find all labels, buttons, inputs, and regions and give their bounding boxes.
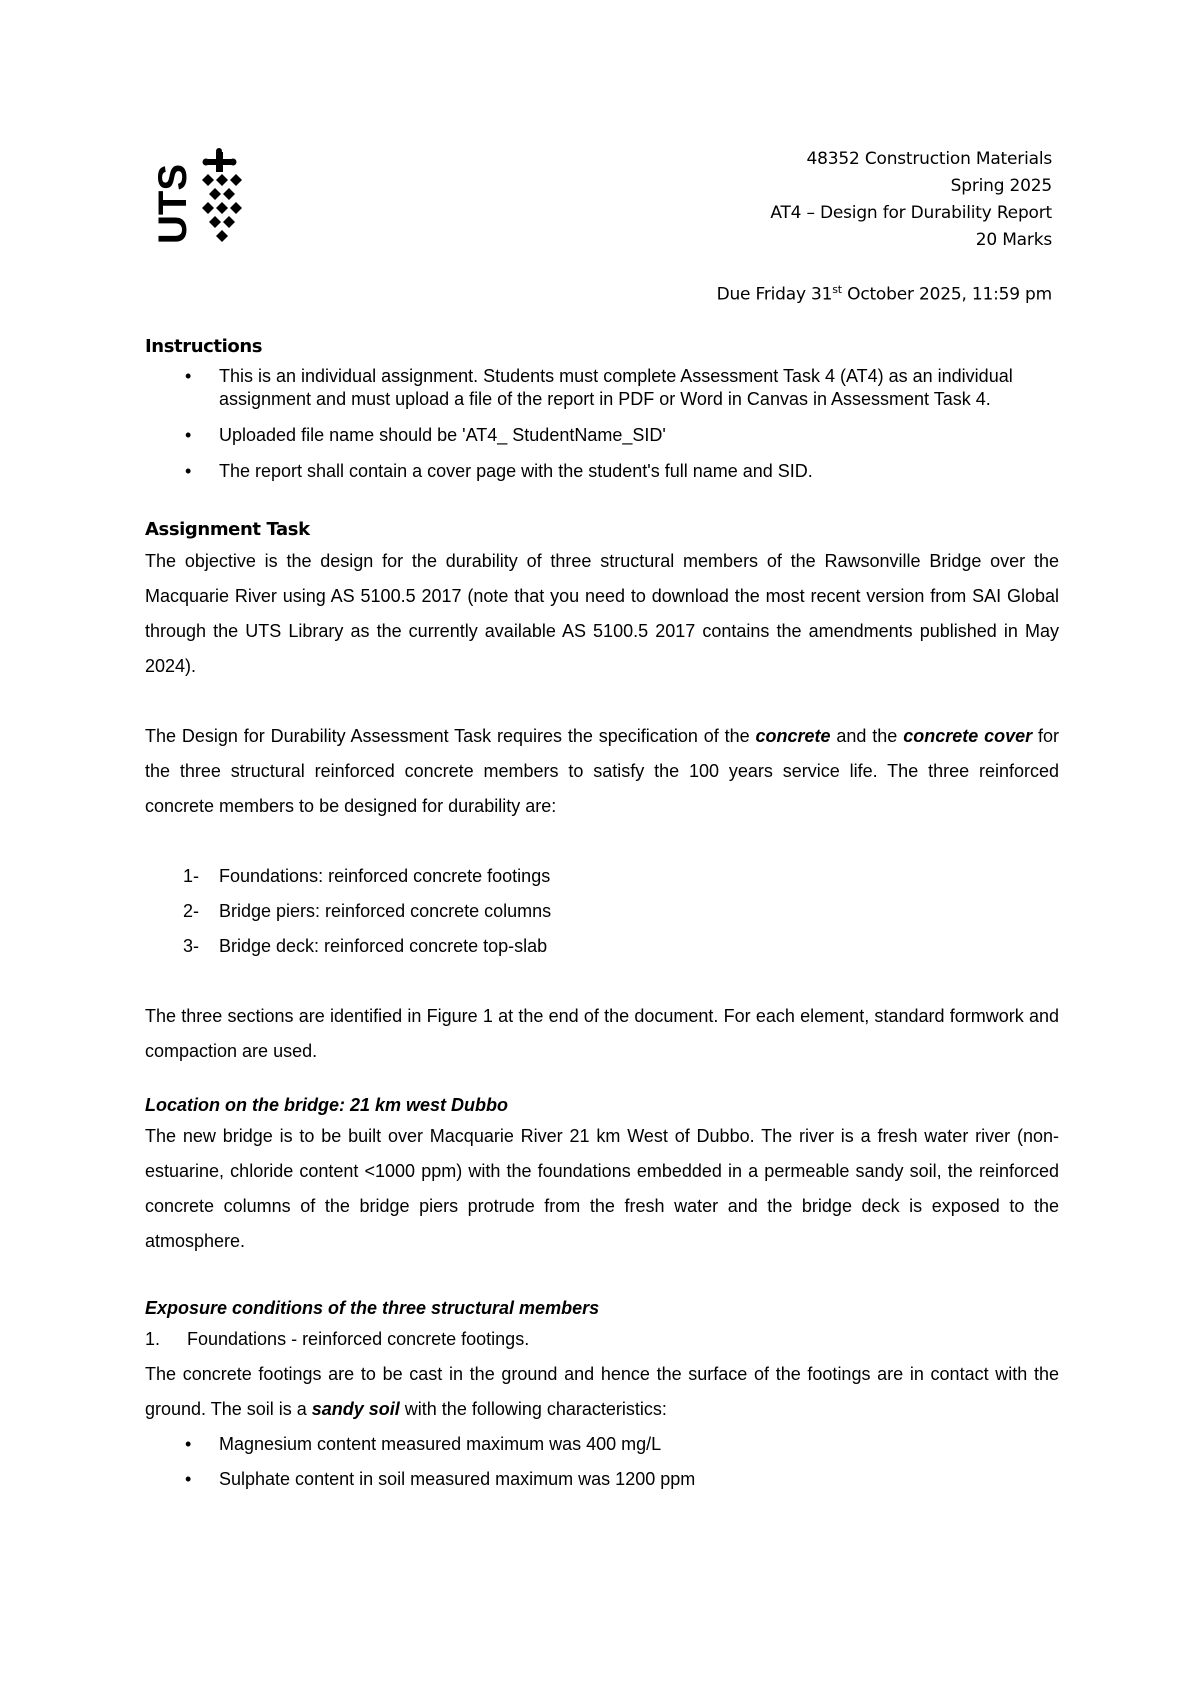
list-item: • Uploaded file name should be 'AT4_ StudentName_SID' [185, 425, 666, 445]
instructions-list [145, 365, 1059, 483]
uts-crest-icon [151, 152, 248, 244]
exposure-paragraph: The concrete footings are to be cast in the ground and hence the surface of the footings are in contact with the ground. The soil is a sandy soil with the following characteristics: [145, 1364, 1059, 1419]
task-title: AT4 – Design for Durability Report [770, 203, 1052, 223]
list-item: 1- Foundations: reinforced concrete footings [183, 866, 551, 886]
uts-logo-text: UTS [151, 164, 195, 244]
location-paragraph: The new bridge is to be built over Macquarie River 21 km West of Dubbo. The river is a fresh water river (non-estuarine, chloride content <1000 ppm) with the foundations embedded in a permeable sandy soil, the reinforced concrete columns of the bridge piers protrude from the fresh water and the bridge deck is exposed to the atmosphere. [145, 1126, 1059, 1251]
exposure-heading: Exposure conditions of the three structural members [145, 1298, 600, 1318]
due-date: Due Friday 31st October 2025, 11:59 pm [716, 283, 1052, 305]
course-header [770, 146, 1052, 254]
instructions-heading: Instructions [145, 336, 263, 357]
members-list [145, 859, 1059, 964]
term: Spring 2025 [950, 176, 1052, 196]
location-heading: Location on the bridge: 21 km west Dubbo [145, 1095, 509, 1115]
assignment-paragraph-3: The three sections are identified in Figure 1 at the end of the document. For each element, standard formwork and compaction are used. [145, 1006, 1059, 1061]
assignment-paragraph-2: The Design for Durability Assessment Task requires the specification of the concrete and the concrete cover for the three structural reinforced concrete members to satisfy the 100 years service life. The three reinforced concrete members to be designed for durability are: [145, 726, 1059, 816]
list-item: 3- Bridge deck: reinforced concrete top-slab [183, 936, 548, 956]
bullet-icon: • [185, 1469, 192, 1489]
bullet-icon: • [185, 1434, 192, 1454]
list-item: • This is an individual assignment. Students must complete Assessment Task 4 (AT4) as an individual assignment and must upload a file of the report in PDF or Word in Canvas in Assessment Task 4. [185, 366, 1013, 409]
list-item: • Magnesium content measured maximum was 400 mg/L [145, 1427, 1059, 1462]
bullet-icon: • [185, 366, 192, 386]
course-code-title: 48352 Construction Materials [806, 149, 1052, 169]
list-item: • Sulphate content in soil measured maximum was 1200 ppm [145, 1462, 1059, 1497]
list-item: 2- Bridge piers: reinforced concrete columns [183, 901, 552, 921]
marks: 20 Marks [975, 230, 1052, 250]
assignment-paragraph-1: The objective is the design for the durability of three structural members of the Rawsonville Bridge over the Macquarie River using AS 5100.5 2017 (note that you need to download the most recent version from SAI Global through the UTS Library as the currently available AS 5100.5 2017 contains the amendments published in May 2024). [145, 551, 1059, 676]
bullet-icon: • [185, 461, 192, 481]
document-body [145, 336, 1059, 1497]
bullet-icon: • [185, 425, 192, 445]
exposure-item-1: 1. Foundations - reinforced concrete footings. [145, 1329, 530, 1349]
assignment-heading: Assignment Task [145, 519, 310, 540]
list-item: • The report shall contain a cover page with the student's full name and SID. [185, 461, 813, 481]
soil-characteristics-list [145, 1427, 1059, 1497]
